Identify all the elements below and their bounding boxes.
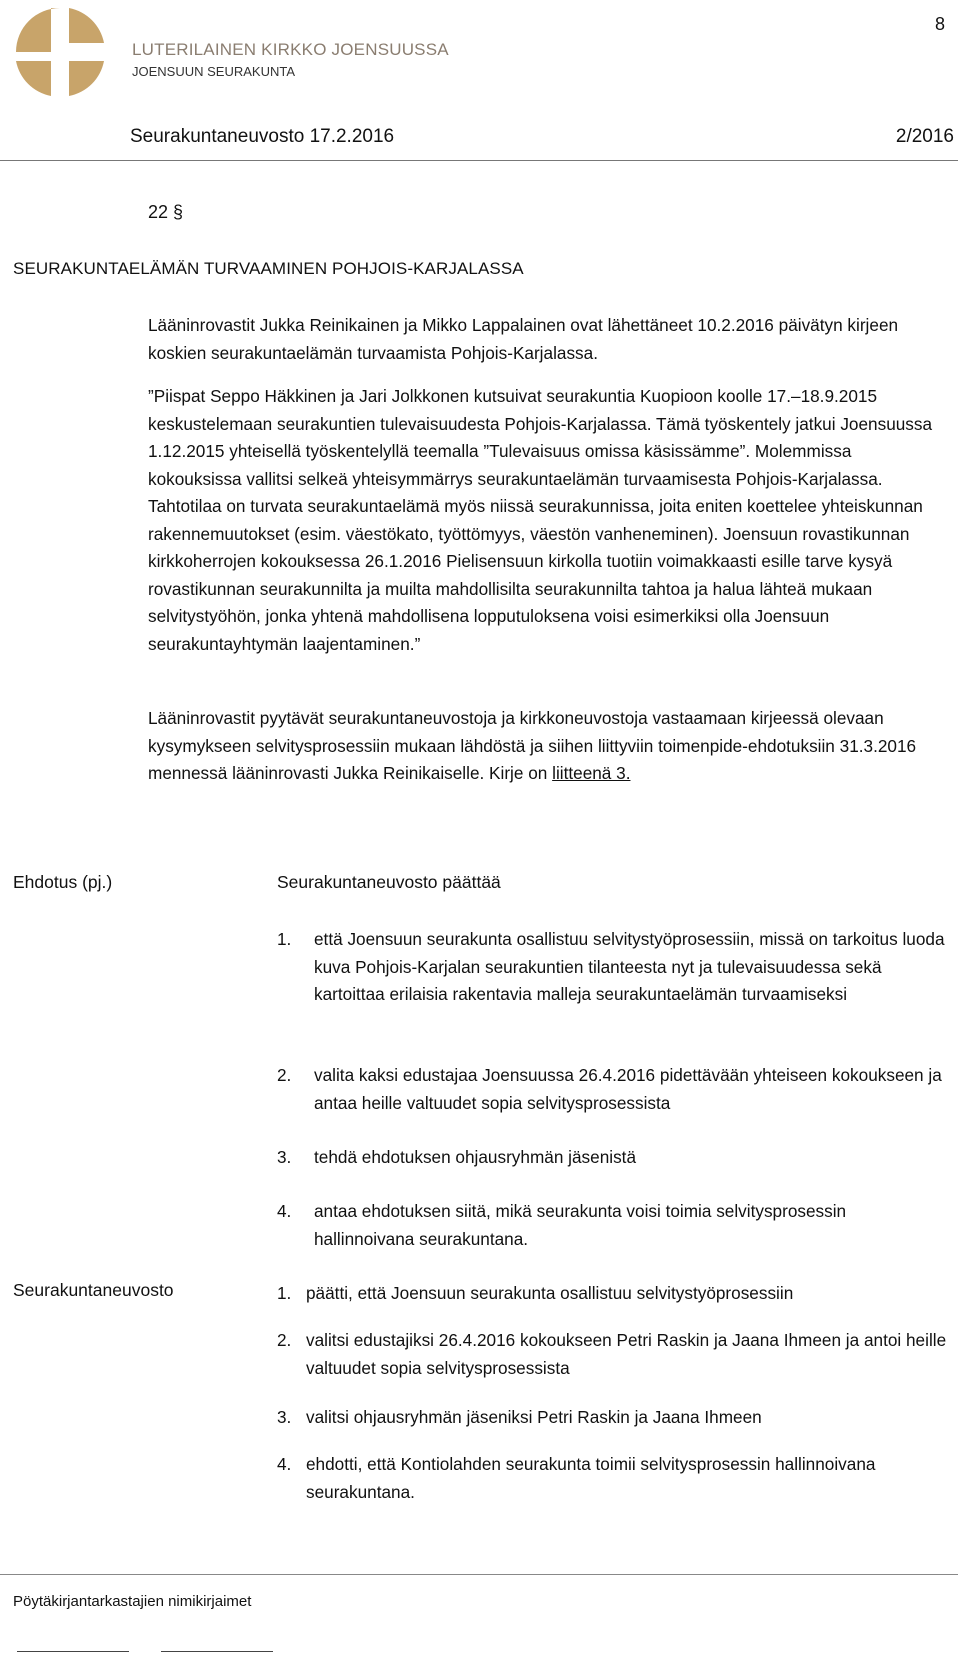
- decision-item-number: 2.: [277, 1330, 292, 1350]
- proposal-item: [277, 926, 947, 1009]
- initials-line-2: [161, 1651, 273, 1652]
- body-paragraph-3: [148, 705, 948, 788]
- decision-item-number: 3.: [277, 1407, 292, 1427]
- decision-item: [277, 1451, 957, 1506]
- decision-item-text: päätti, että Joensuun seurakunta osallistuu selvitystyöprosessiin: [306, 1283, 794, 1303]
- decision-label: Seurakuntaneuvosto: [13, 1280, 174, 1300]
- proposal-item-text: valita kaksi edustajaa Joensuussa 26.4.2016 pidettävään yhteiseen kokoukseen ja antaa heille valtuudet sopia selvitysprosessista: [314, 1065, 942, 1113]
- decision-item: [277, 1280, 957, 1308]
- proposal-item-text: että Joensuun seurakunta osallistuu selvitystyöprosessiin, missä on tarkoitus luoda kuva Pohjois-Karjalan seurakuntien tilanteesta nyt ja tulevaisuudessa sekä kartoittaa erilaisia rakentavia malleja seurakuntaelämän turvaamiseksi: [314, 929, 945, 1004]
- organization-subtitle: JOENSUUN SEURAKUNTA: [132, 64, 296, 79]
- proposal-item: [277, 1062, 947, 1117]
- proposal-item: [277, 1198, 947, 1253]
- section-number: 22 §: [148, 202, 184, 222]
- organization-name: LUTERILAINEN KIRKKO JOENSUUSSA: [132, 40, 449, 59]
- proposal-item-text: tehdä ehdotuksen ohjausryhmän jäsenistä: [314, 1147, 637, 1167]
- initials-line-1: [17, 1651, 129, 1652]
- decision-item: [277, 1404, 957, 1432]
- decision-item-number: 4.: [277, 1454, 292, 1474]
- proposal-heading: Seurakuntaneuvosto päättää: [277, 872, 501, 892]
- proposal-item-number: 1.: [277, 929, 292, 949]
- church-cross-logo-icon: [14, 6, 106, 98]
- page-number: 8: [935, 14, 946, 34]
- proposal-item-number: 2.: [277, 1065, 292, 1085]
- body-paragraph-quote: ”Piispat Seppo Häkkinen ja Jari Jolkkonen kutsuivat seurakuntia Kuopioon koolle 17.–18.9.2015 keskustelemaan seurakuntien tulevaisuudesta Pohjois-Karjalassa. Tämä työskentely jatkui Joensuussa 1.12.2015 yhteisellä työskentelyllä teemalla ”Tulevaisuus omissa käsissämme”. Molemmissa kokouksissa vallitsi selkeä yhteisymmärrys seurakuntaelämän turvaamisesta Pohjois-Karjalassa. Tahtotilaa on turvata seurakuntaelämä myös niissä seurakunnissa, joita eniten koettelee yhteiskunnan rakennemuutokset (esim. väestökato, työttömyys, väestön vanheneminen). Joensuun rovastikunnan kirkkoherrojen kokouksessa 26.1.2016 Pielisensuun kirkolla tuotiin voimakkaasti esille tarve kysyä rovastikunnan seurakunnilta ja muilta mahdollisilta seurakunnilta tahtoa ja halua lähteä mukaan selvitystyöhön, jonka yhtenä mahdollisena lopputuloksena voisi esimerkiksi olla Joensuun seurakuntayhtymän laajentaminen.”: [148, 386, 933, 654]
- section-title: SEURAKUNTAELÄMÄN TURVAAMINEN POHJOIS-KARJALASSA: [13, 259, 524, 278]
- header-divider: [0, 160, 958, 161]
- decision-item-text: ehdotti, että Kontiolahden seurakunta toimii selvitysprosessin hallinnoivana seurakuntana.: [306, 1454, 876, 1502]
- decision-item-text: valitsi edustajiksi 26.4.2016 kokoukseen Petri Raskin ja Jaana Ihmeen ja antoi heille valtuudet sopia selvitysprosessista: [306, 1330, 947, 1378]
- decision-item-text: valitsi ohjausryhmän jäseniksi Petri Raskin ja Jaana Ihmeen: [306, 1407, 762, 1427]
- body-paragraph-3-text: Lääninrovastit pyytävät seurakuntaneuvostoja ja kirkkoneuvostoja vastaamaan kirjeessä olevaan kysymykseen selvitysprosessiin mukaan lähdöstä ja siihen liittyviin toimenpide-ehdotuksiin 31.3.2016 mennessä lääninrovasti Jukka Reinikaiselle. Kirje on: [148, 708, 917, 783]
- decision-item-number: 1.: [277, 1283, 292, 1303]
- proposal-item-text: antaa ehdotuksen siitä, mikä seurakunta voisi toimia selvitysprosessin hallinnoivana seurakuntana.: [314, 1201, 847, 1249]
- proposal-item-number: 4.: [277, 1201, 292, 1221]
- footer-label: Pöytäkirjantarkastajien nimikirjaimet: [13, 1593, 252, 1610]
- attachment-link[interactable]: liitteenä 3.: [552, 763, 631, 783]
- document-number: 2/2016: [895, 126, 954, 147]
- meeting-title: Seurakuntaneuvosto 17.2.2016: [130, 126, 395, 147]
- proposal-item-number: 3.: [277, 1147, 292, 1167]
- proposal-item: [277, 1144, 947, 1172]
- body-paragraph-1: Lääninrovastit Jukka Reinikainen ja Mikko Lappalainen ovat lähettäneet 10.2.2016 päivätyn kirjeen koskien seurakuntaelämän turvaamista Pohjois-Karjalassa.: [148, 315, 899, 363]
- decision-item: [277, 1327, 957, 1382]
- proposal-label: Ehdotus (pj.): [13, 872, 113, 892]
- footer-divider: [0, 1574, 958, 1575]
